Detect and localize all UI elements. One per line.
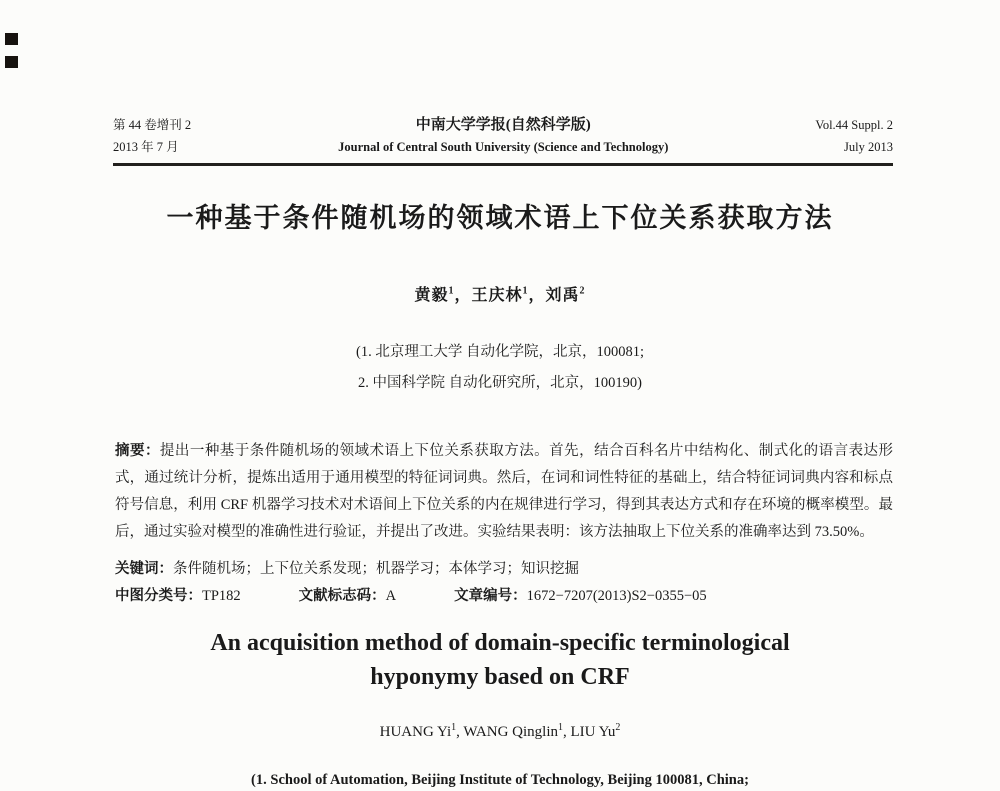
article-id-value: 1672−7207(2013)S2−0355−05 xyxy=(526,588,707,604)
scan-artifact xyxy=(5,33,18,45)
article-id-label: 文章编号： xyxy=(454,588,527,604)
author-affil-mark: 1 xyxy=(448,285,455,297)
doc-code-label: 文献标志码： xyxy=(298,588,386,604)
author-affil-mark: 2 xyxy=(579,285,586,297)
author-name: 黄毅 xyxy=(414,287,449,304)
issue-date-en: July 2013 xyxy=(844,140,893,154)
author-affil-mark: 2 xyxy=(615,722,621,733)
author-separator: , xyxy=(562,724,571,740)
author-line-cn xyxy=(0,282,1000,305)
clc-item xyxy=(115,583,241,610)
keywords-label: 关键词： xyxy=(115,561,173,577)
article-title-cn: 一种基于条件随机场的领域术语上下位关系获取方法 xyxy=(166,203,834,233)
masthead-divider-rule xyxy=(113,163,893,166)
keywords-text: 条件随机场；上下位关系发现；机器学习；本体学习；知识挖掘 xyxy=(173,561,579,577)
article-id-item xyxy=(454,583,707,610)
author-name: LIU Yu xyxy=(570,724,616,740)
abstract-paragraph xyxy=(115,438,893,546)
classification-line xyxy=(115,583,893,610)
affiliation-en-partial: (1. School of Automation, Beijing Institute of Technology, Beijing 100081, China; xyxy=(251,772,749,788)
volume-issue-cn: 第 44 卷增刊 2 xyxy=(113,118,192,132)
article-title-en: An acquisition method of domain-specific terminological hyponymy based on CRF xyxy=(210,630,790,690)
affiliation-line: (1. 北京理工大学 自动化学院，北京，100081; xyxy=(356,344,644,360)
author-separator: ， xyxy=(454,287,472,304)
volume-issue-en: Vol.44 Suppl. 2 xyxy=(815,118,893,132)
journal-name-cn: 中南大学学报(自然科学版) xyxy=(415,117,591,133)
author-affil-mark: 1 xyxy=(451,722,457,733)
clc-label: 中图分类号： xyxy=(115,588,202,604)
author-affil-mark: 1 xyxy=(522,285,529,297)
author-name: 刘禹 xyxy=(545,287,580,304)
clc-value: TP182 xyxy=(202,588,241,604)
masthead-left xyxy=(113,114,191,158)
journal-masthead xyxy=(113,114,893,158)
keywords-line xyxy=(115,556,893,583)
author-line-en xyxy=(0,724,1000,741)
masthead-center xyxy=(191,114,815,158)
doc-code-value: A xyxy=(385,588,397,604)
affiliation-line: 2. 中国科学院 自动化研究所，北京，100190) xyxy=(358,375,642,391)
masthead-right xyxy=(815,114,893,158)
author-separator: , xyxy=(456,724,464,740)
author-affil-mark: 1 xyxy=(557,722,563,733)
author-name: 王庆林 xyxy=(471,287,523,304)
issue-date-cn: 2013 年 7 月 xyxy=(113,140,179,154)
scan-artifact xyxy=(5,56,18,68)
author-name: WANG Qinglin xyxy=(463,724,558,740)
author-name: HUANG Yi xyxy=(379,724,452,740)
affiliations-cn xyxy=(0,337,1000,399)
doc-code-item xyxy=(299,583,396,610)
abstract-text: 提出一种基于条件随机场的领域术语上下位关系获取方法。首先，结合百科名片中结构化、制式化的语言表达形式，通过统计分析，提炼出适用于通用模型的特征词词典。然后，在词和词性特征的基础上，结合特征词词典内容和标点符号信息，利用 CRF 机器学习技术对术语间上下位关系的内在规律进行学习，得到其表达方式和存在环境的概率模型。最后，通过实验对模型的准确性进行验证，并提出了改进。实验结果表明：该方法抽取上下位关系的准确率达到 73.50%。 xyxy=(115,442,894,540)
journal-name-en: Journal of Central South University (Science and Technology) xyxy=(338,140,669,154)
author-separator: ， xyxy=(528,287,546,304)
abstract-label: 摘要： xyxy=(115,442,160,459)
